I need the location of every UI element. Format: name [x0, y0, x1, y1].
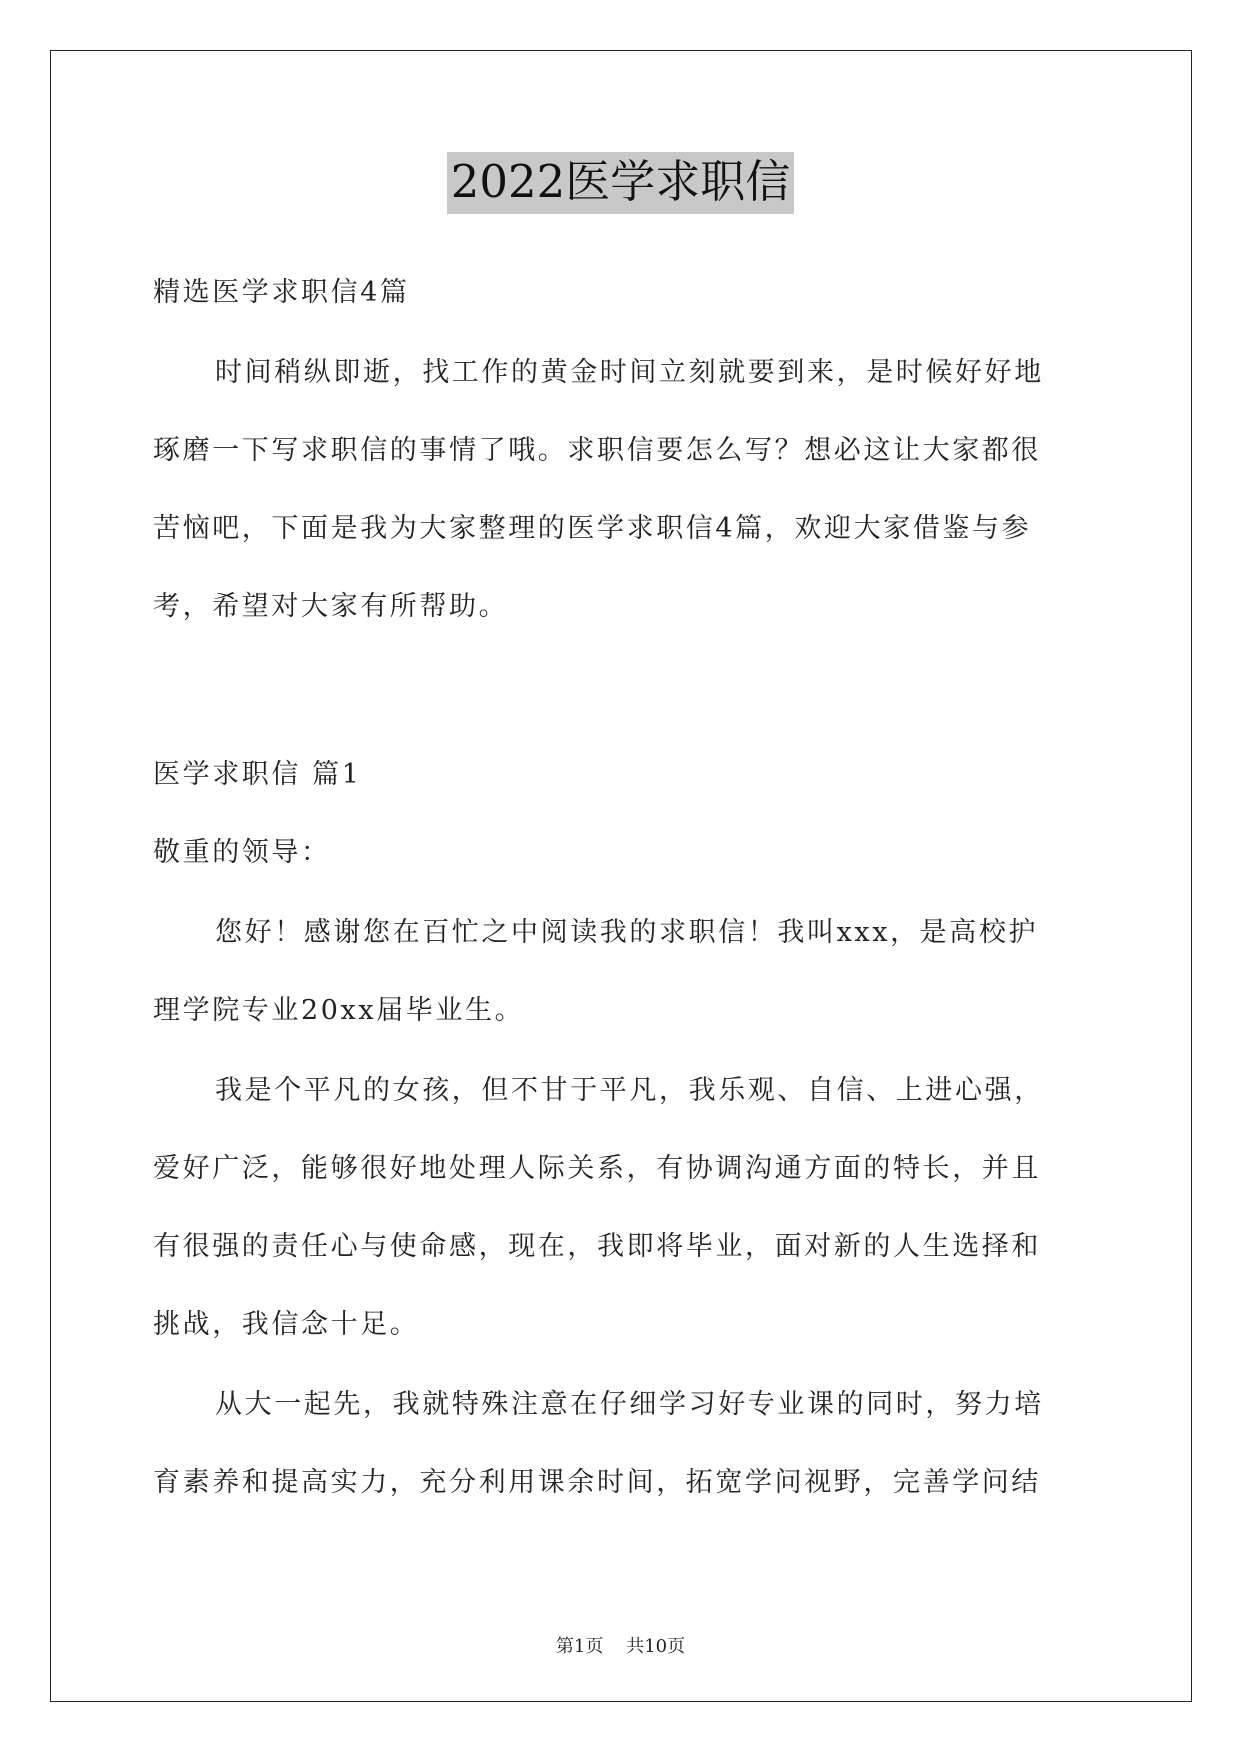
body-line: 您好！感谢您在百忙之中阅读我的求职信！我叫xxx，是高校护	[215, 917, 1039, 948]
body-line: 育素养和提高实力，充分利用课余时间，拓宽学问视野，完善学问结	[153, 1467, 1041, 1498]
body-line: 有很强的责任心与使命感，现在，我即将毕业，面对新的人生选择和	[153, 1231, 1041, 1262]
document-title: 2022医学求职信	[447, 152, 795, 214]
body-line: 我是个平凡的女孩，但不甘于平凡，我乐观、自信、上进心强，	[215, 1075, 1044, 1106]
intro-line: 琢磨一下写求职信的事情了哦。求职信要怎么写？想必这让大家都很	[153, 435, 1041, 466]
salutation: 敬重的领导：	[153, 837, 331, 868]
subtitle: 精选医学求职信4篇	[153, 277, 410, 308]
page-footer	[0, 1632, 1241, 1658]
intro-line: 时间稍纵即逝，找工作的黄金时间立刻就要到来，是时候好好地	[215, 357, 1044, 388]
intro-line: 苦恼吧，下面是我为大家整理的医学求职信4篇，欢迎大家借鉴与参	[153, 513, 1032, 544]
page-total: 共10页	[626, 1636, 686, 1657]
section-heading: 医学求职信 篇1	[153, 759, 362, 790]
body-line: 挑战，我信念十足。	[153, 1309, 420, 1340]
intro-line: 考，希望对大家有所帮助。	[153, 591, 509, 622]
page-number: 第1页	[555, 1636, 604, 1657]
body-line: 理学院专业20xx届毕业生。	[153, 995, 525, 1026]
body-line: 爱好广泛，能够很好地处理人际关系，有协调沟通方面的特长，并且	[153, 1153, 1041, 1184]
body-line: 从大一起先，我就特殊注意在仔细学习好专业课的同时，努力培	[215, 1389, 1044, 1420]
